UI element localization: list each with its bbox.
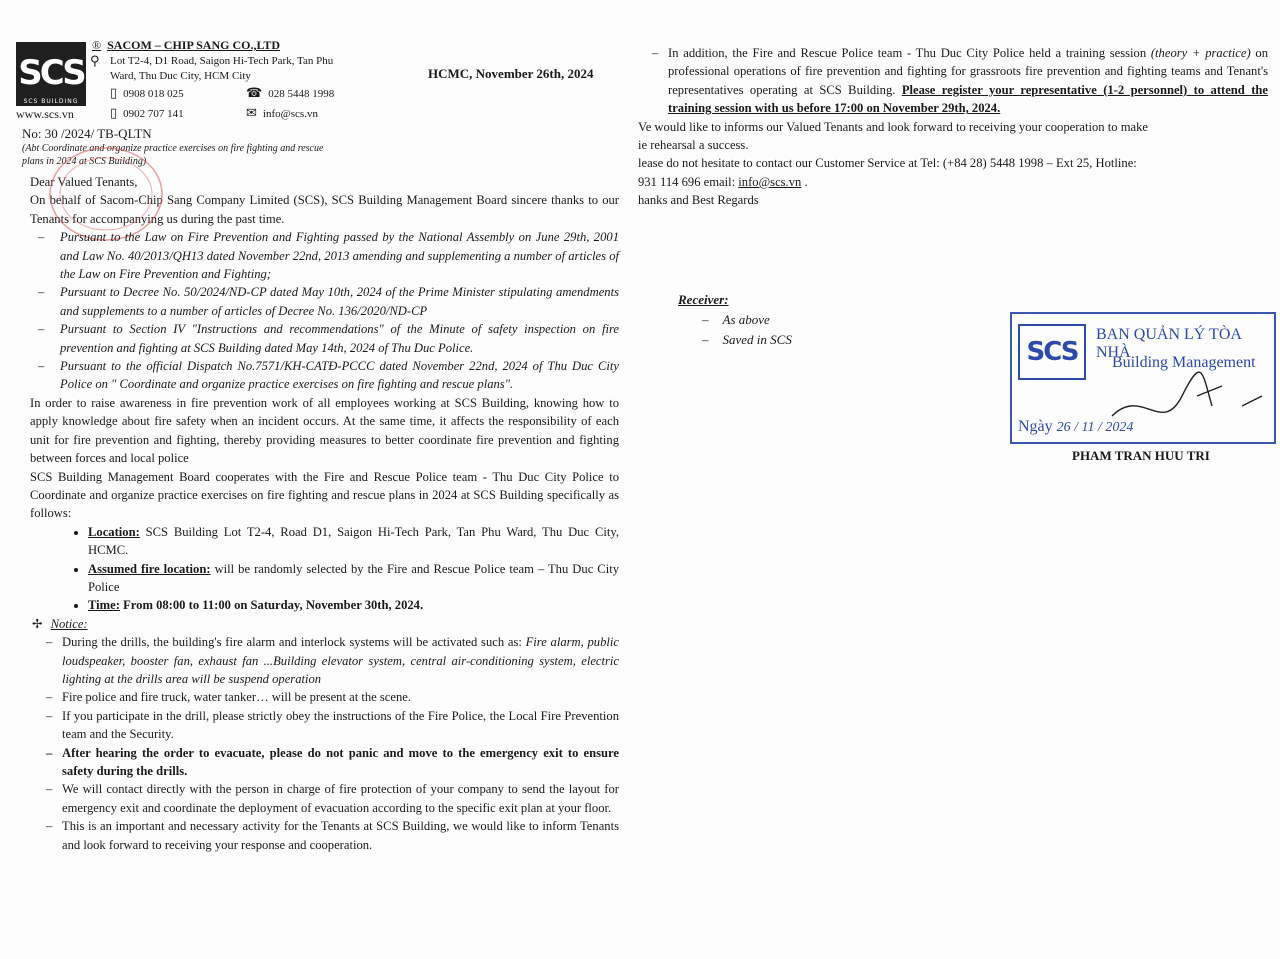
pursuant-item: – Pursuant to Decree No. 50/2024/ND-CP dated May 10th, 2024 of the Prime Minister stipulating amendments and supplements to a number of articles of Decree No. 136/2020/ND-CP: [60, 283, 619, 320]
document-number: No: 30 /2024/ TB-QLTN: [22, 126, 152, 141]
pursuant-list: [14, 228, 619, 394]
fire-location-item: • Assumed fire location: will be randomly selected by the Fire and Rescue Police team – Thu Duc City Police: [88, 560, 619, 597]
scs-logo-caption: SCS BUILDING: [16, 98, 86, 106]
location-item: • Location: SCS Building Lot T2-4, Road D1, Saigon Hi-Tech Park, Tan Phu Ward, Thu Duc City, HCMC.: [88, 523, 619, 560]
time-item: • Time: From 08:00 to 11:00 on Saturday, November 30th, 2024.: [88, 596, 619, 614]
right-column: [638, 44, 1268, 463]
notice-item: – After hearing the order to evacuate, please do not panic and move to the emergency exit to ensure safety during the drills.: [62, 744, 619, 781]
notice-item: – We will contact directly with the person in charge of fire protection of your company to send the layout for emergency exit and coordinate the deployment of evacuation according to the specific exit plan at your floor.: [62, 780, 619, 817]
stamp-title-en: Building Management: [1112, 354, 1256, 371]
notice-icon: ✢: [32, 616, 43, 631]
notice-item: – This is an important and necessary activity for the Tenants at SCS Building, we would like to inform Tenants and look forward to receiving your response and cooperation.: [62, 817, 619, 854]
stamp-title-vi: BAN QUẢN LÝ TÒA NHÀ: [1096, 326, 1242, 361]
management-stamp: [1010, 312, 1276, 444]
telephone-icon: ☎: [246, 86, 263, 101]
letter-date: HCMC, November 26th, 2024: [428, 66, 594, 81]
salutation: Dear Valued Tenants,: [30, 175, 138, 189]
stamp-date: Ngày 26 / 11 / 2024: [1018, 418, 1134, 435]
cooperation-paragraph: SCS Building Management Board cooperates with the Fire and Rescue Police team - Thu Duc City Police to Coordinate and organize practice exercises on fire fighting and rescue plans in 2024 at SCS Building specifically as follows:: [30, 469, 619, 521]
closing-line-3: lease do not hesitate to contact our Customer Service at Tel: (+84 28) 5448 1998 – Ext 25, Hotline:: [638, 156, 1137, 171]
location-pin-icon: ⚲: [90, 54, 100, 69]
phone2-row: ▯ 0902 707 141: [110, 106, 184, 121]
letterhead: [14, 36, 619, 126]
receiver-block: [678, 290, 792, 350]
website: www.scs.vn: [16, 107, 74, 121]
receiver-item: – Saved in SCS: [702, 330, 792, 350]
mobile-icon: ▯: [110, 106, 118, 121]
awareness-paragraph: In order to raise awareness in fire prevention work of all employees working at SCS Building, knowing how to apply knowledge about fire safety when an incident occurs. At the same time, it affects the responsibility of each unit for fire prevention and fighting, thereby providing measures to better coordinate fire prevention and fighting between forces and local police: [30, 395, 619, 466]
scs-logo: SCS: [16, 42, 86, 104]
company-address: ⚲ Lot T2-4, D1 Road, Saigon Hi-Tech Park, Tan Phu Ward, Thu Duc City, HCM City: [90, 54, 334, 82]
envelope-icon: ✉: [246, 106, 257, 121]
phone1-row: ▯ 0908 018 025: [110, 86, 184, 101]
notice-item: – During the drills, the building's fire alarm and interlock systems will be activated such as: Fire alarm, public loudspeaker, booster fan, exhaust fan ...Building elevator system, central air-conditioning system, electric lighting at the drills area will be suspend operation: [62, 633, 619, 688]
signature: [1102, 366, 1272, 436]
closing-line-4: 931 114 696 email: info@scs.vn .: [638, 174, 808, 189]
notice-heading: ✢ Notice:: [32, 616, 88, 631]
drill-details: [14, 523, 619, 615]
notice-list: [14, 633, 619, 854]
mobile-icon: ▯: [110, 86, 118, 101]
notice-item: – If you participate in the drill, please strictly obey the instructions of the Fire Police, the Local Fire Prevention team and the Security.: [62, 707, 619, 744]
signer-name: PHAM TRAN HUU TRI: [1072, 448, 1210, 463]
pursuant-item: – Pursuant to the official Dispatch No.7571/KH-CATĐ-PCCC dated November 22nd, 2024 of Thu Duc City Police on " Coordinate and organize practice exercises on fire fighting and rescue plans".: [60, 357, 619, 394]
receiver-item: – As above: [702, 310, 792, 330]
email-row: ✉ info@scs.vn: [246, 106, 318, 121]
training-paragraph: – In addition, the Fire and Rescue Police team - Thu Duc City Police held a training session (theory + practice) on professional operations of fire prevention and fighting for grassroots fire prevention and fighting teams and Tenant's representatives operating at SCS Building. Please register your representative (1-2 personnel) to attend the training session with us before 17:00 on November 29th, 2024.: [638, 44, 1268, 118]
intro-paragraph: On behalf of Sacom-Chip Sang Company Limited (SCS), SCS Building Management Board sincere thanks to our Tenants for accompanying us during the past time.: [30, 193, 619, 226]
closing-line-1: Ve would like to informs our Valued Tenants and look forward to receiving your cooperation to make: [638, 119, 1148, 134]
company-name: ® SACOM – CHIP SANG CO.,LTD: [92, 38, 281, 52]
tel-row: ☎ 028 5448 1998: [246, 86, 335, 101]
pursuant-item: – Pursuant to Section IV "Instructions and recommendations" of the Minute of safety inspection on fire prevention and fighting at SCS Building dated May 14th, 2024 of Thu Duc Police.: [60, 320, 619, 357]
document-subject: (Abt Coordinate and organize practice exercises on fire fighting and rescue plans in 2024 at SCS Building): [22, 143, 324, 167]
closing-line-2: ie rehearsal a success.: [638, 138, 749, 153]
email-link[interactable]: info@scs.vn: [738, 174, 802, 189]
left-column: [14, 36, 619, 854]
pursuant-item: – Pursuant to the Law on Fire Prevention and Fighting passed by the National Assembly on June 29th, 2001 and Law No. 40/2013/QH13 dated November 22nd, 2013 amending and supplementing a number of articles of the Law on Fire Prevention and Fighting;: [60, 228, 619, 283]
closing-line-5: hanks and Best Regards: [638, 193, 759, 208]
stamp-scs-logo: SCS: [1018, 324, 1086, 380]
notice-item: – Fire police and fire truck, water tanker… will be present at the scene.: [62, 688, 619, 706]
receiver-title: Receiver:: [678, 292, 729, 307]
